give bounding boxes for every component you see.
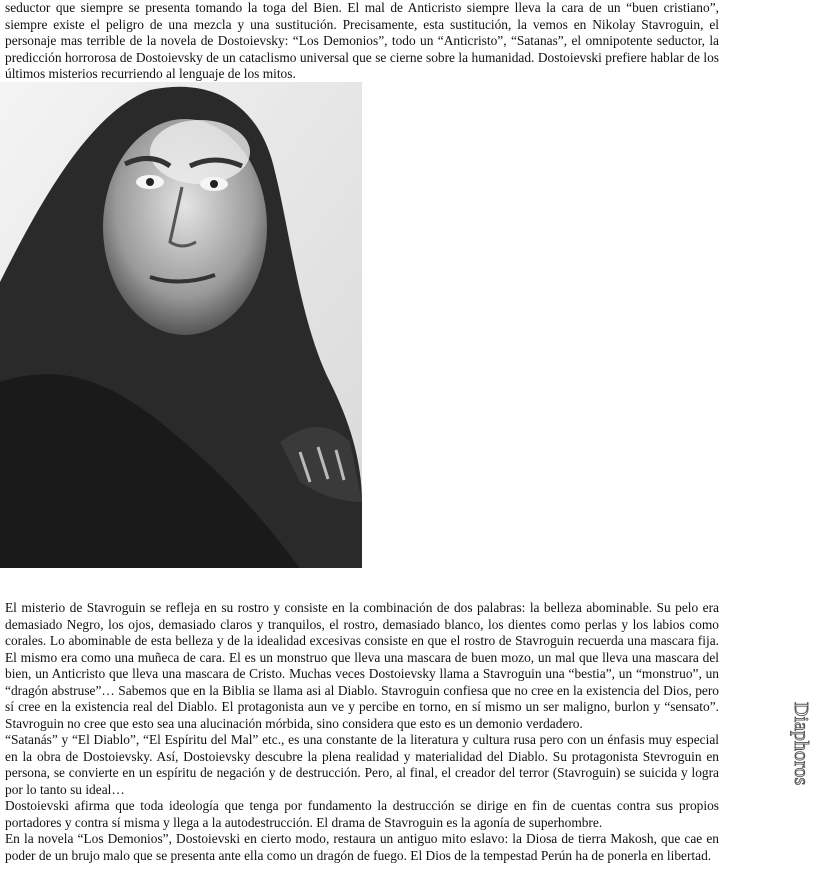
paragraph: “Satanás” y “El Diablo”, “El Espíritu del Mal” etc., es una constante de la literatura y cultura rusa pero con un énfasis muy especial en la obra de Dostoievsky. Así, Dostoievsky descubre la plena realidad y materialidad del Diablo. Su protagonista Stevroguin en persona, se convierte en un espíritu de negación y de destrucción. Pero, al final, el creador del terror (Stavroguin) se suicida y logra por lo tanto su ideal… bbox=[5, 732, 719, 797]
diaphoros-watermark bbox=[790, 700, 814, 860]
intro-paragraph: seductor que siempre se presenta tomando la toga del Bien. El mal de Anticristo siempre lleva la cara de un “buen cristiano”, siempre existe el peligro de una mezcla y una sustitución. Precisamente, esta sustitución, la vemos en Nikolay Stavroguin, el personaje mas terrible de la novela de Dostoievsky: “Los Demonios”, todo un “Anticristo”, “Satanas”, el omnipotente seductor, la predicción horrorosa de Dostoievsky de un cataclismo universal que se cierne sobre la humanidad. Dostoievski prefiere hablar de los últimos misterios recurriendo al lenguaje de los mitos. bbox=[5, 0, 719, 81]
body-text bbox=[5, 600, 719, 864]
watermark-text: Diaphoros bbox=[790, 702, 812, 786]
paragraph: El misterio de Stavroguin se refleja en su rostro y consiste en la combinación de dos palabras: la belleza abominable. Su pelo era demasiado Negro, los ojos, demasiado claros y tranquilos, el rostro, demasiado blanco, los dientes como perlas y los labios como corales. Lo abominable de esta belleza y de la idealidad excesivas consiste en que el rostro de Stavroguin recuerda una mascara fija. El mismo era como una muñeca de cara. El es un monstruo que lleva una mascara de buen mozo, un mal que lleva una mascara del bien, un Anticristo que lleva una mascara de Cristo. Muchas veces Dostoievsky llama a Stavroguin una “bestia”, un “monstruo”, un “dragón abstruse”… Sabemos que en la Biblia se llama asi al Diablo. Stavroguin confiesa que no cree en la existencia del Dios, pero sí cree en la existencia real del Diablo. El protagonista aun ve y percibe en torno, en sí mismo un ser maligno, burlon y “sensato”. Stavroguin no cree que esto sea una alucinación mórbida, sino considera que esto es un demonio verdadero. bbox=[5, 600, 719, 731]
paragraph: Dostoievski afirma que toda ideología que tenga por fundamento la destrucción se dirige en fin de cuentas contra sus propios portadores y contra sí misma y llega a la autodestrucción. El drama de Stavroguin es la agonía de superhombre. bbox=[5, 798, 719, 830]
paragraph: En la novela “Los Demonios”, Dostoievski en cierto modo, restaura un antiguo mito eslavo: la Diosa de tierra Makosh, que cae en poder de un brujo malo que se presenta ante ella como un dragón de fuego. El Dios de la tempestad Perún ha de ponerla en libertad. bbox=[5, 831, 719, 863]
stavroguin-portrait-photo bbox=[0, 82, 362, 568]
